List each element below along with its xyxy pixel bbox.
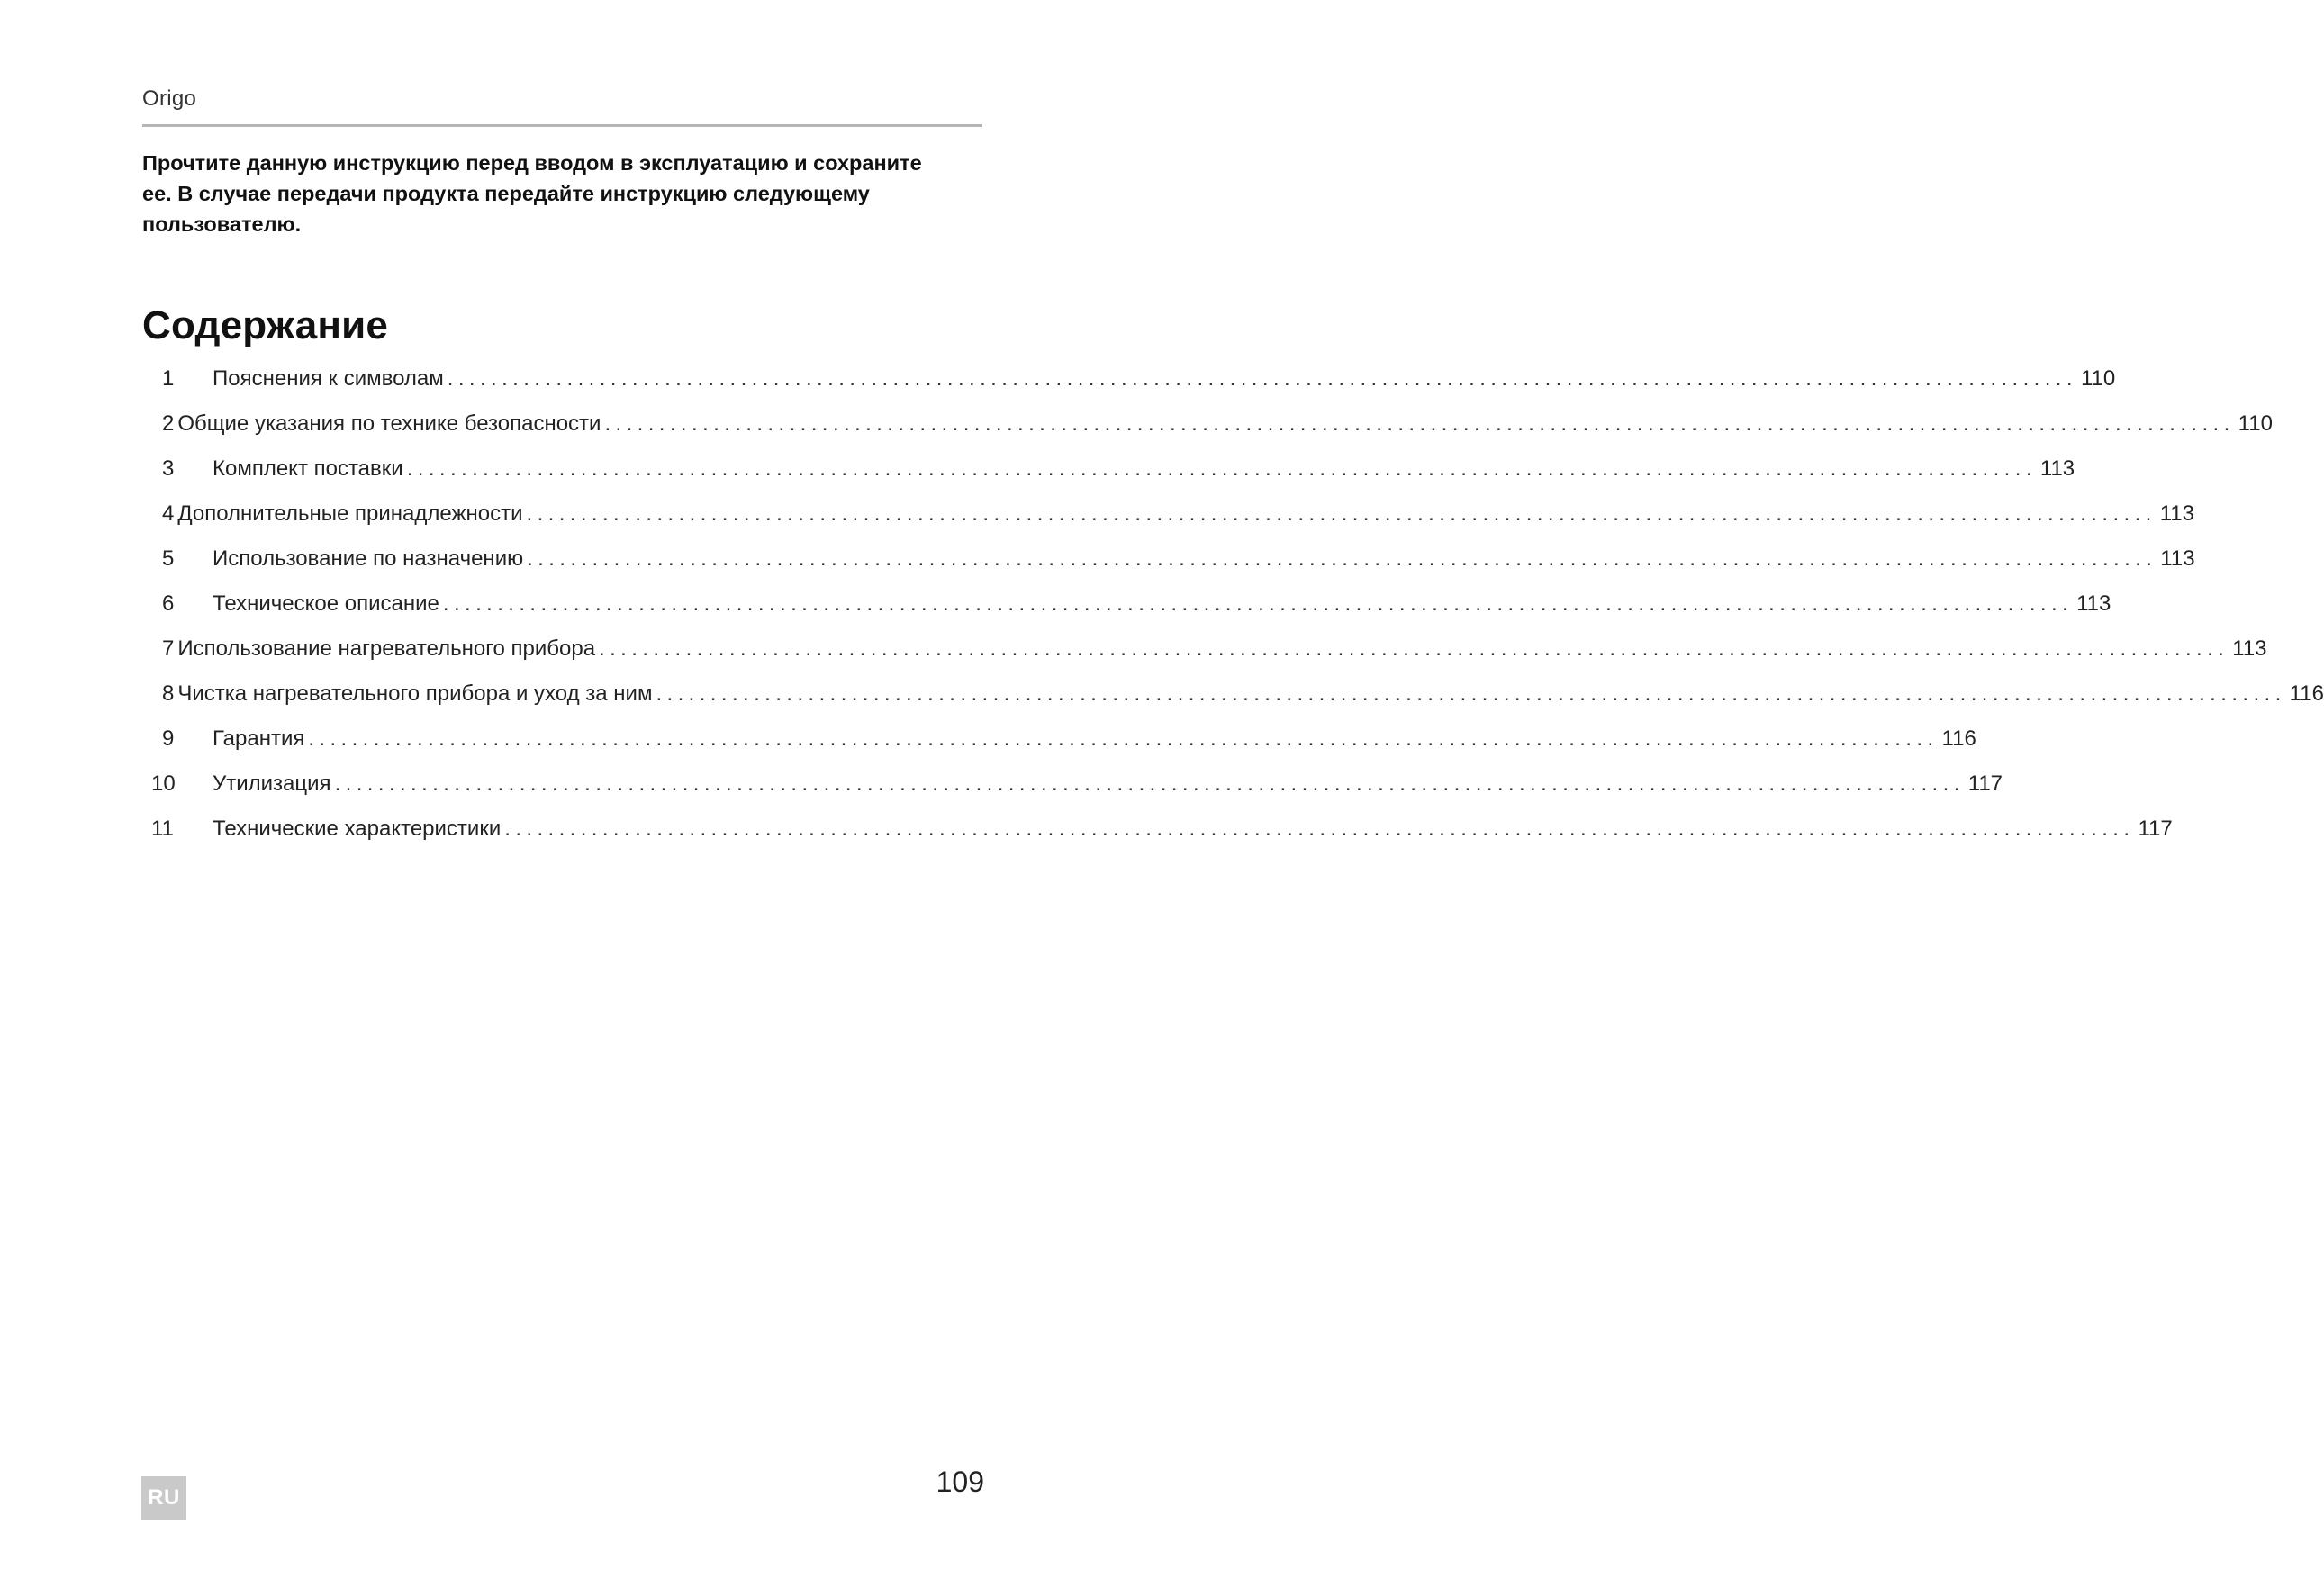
toc-entry-page: 113 <box>2039 456 2075 481</box>
toc-entry-page: 113 <box>2159 501 2194 526</box>
toc-entry[interactable] <box>142 590 2111 618</box>
toc-entry[interactable] <box>162 680 2324 708</box>
toc-entry[interactable] <box>142 815 2173 844</box>
toc-entry-number: 1 <box>162 366 175 391</box>
toc-entry-title: Дополнительные принадлежности <box>177 501 523 526</box>
toc-entry[interactable] <box>162 410 2273 438</box>
page-header <box>142 88 982 110</box>
toc-entry[interactable] <box>142 545 2195 573</box>
toc-entry[interactable] <box>142 365 2116 393</box>
toc-dot-leader: ...................................................................................................................................................... <box>334 771 1965 796</box>
toc-entry-title: Гарантия <box>213 726 305 751</box>
toc-entry-page: 110 <box>2238 411 2273 436</box>
toc-entry-page: 110 <box>2080 366 2116 391</box>
intro-notice: Прочтите данную инструкцию перед вводом в эксплуатацию и сохраните ее. В случае передачи продукта передайте инструкцию следующему пользователю. <box>142 151 922 236</box>
toc-dot-leader: ...................................................................................................................................................... <box>406 456 2037 481</box>
toc-entry-number: 5 <box>162 546 175 571</box>
toc-entry-title: Комплект поставки <box>213 456 403 481</box>
toc-entry-title: Использование нагревательного прибора <box>177 636 596 661</box>
toc-heading: Содержание <box>142 303 389 347</box>
brand-name: Origo <box>142 86 197 111</box>
toc-entry[interactable] <box>142 455 2075 483</box>
toc-dot-leader: ...................................................................................................................................................... <box>504 817 2135 841</box>
toc-dot-leader: ...................................................................................................................................................... <box>308 726 1939 751</box>
toc-entry-page: 113 <box>2076 591 2111 616</box>
toc-entry-title: Чистка нагревательного прибора и уход за ним <box>177 681 653 706</box>
language-badge: RU <box>141 1476 186 1520</box>
toc-entry-number: 6 <box>162 591 175 616</box>
toc-entry[interactable] <box>162 635 2267 663</box>
toc-dot-leader: ...................................................................................................................................................... <box>526 501 2157 526</box>
toc-entry-page: 116 <box>2289 681 2324 706</box>
toc-entry-number: 2 <box>162 411 175 436</box>
toc-dot-leader: ...................................................................................................................................................... <box>442 591 2074 616</box>
toc-entry-page: 113 <box>2160 546 2195 571</box>
toc-entry-page: 117 <box>2138 817 2173 841</box>
toc-entry-number: 4 <box>162 501 175 526</box>
toc-dot-leader: ...................................................................................................................................................... <box>604 411 2235 436</box>
toc-entry-number: 11 <box>151 817 174 841</box>
toc-entry-title: Техническое описание <box>213 591 439 616</box>
toc-entry-title: Пояснения к символам <box>213 366 444 391</box>
toc-entry-number: 3 <box>162 456 175 481</box>
toc-dot-leader: ...................................................................................................................................................... <box>447 366 2077 391</box>
toc-entry-number: 10 <box>151 771 176 796</box>
page-number: 109 <box>936 1466 984 1498</box>
toc-entry-title: Использование по назначению <box>213 546 524 571</box>
toc-entry-title: Общие указания по технике безопасности <box>177 411 601 436</box>
toc-entry-title: Технические характеристики <box>213 817 502 841</box>
toc-dot-leader: ...................................................................................................................................................... <box>527 546 2157 571</box>
toc-dot-leader: ...................................................................................................................................................... <box>656 681 2286 706</box>
toc-entry-number: 9 <box>162 726 175 751</box>
toc-entry-number: 8 <box>162 681 175 706</box>
toc-entry[interactable] <box>162 500 2194 528</box>
toc-entry-number: 7 <box>162 636 175 661</box>
toc-entry[interactable] <box>142 725 1976 753</box>
toc-dot-leader: ...................................................................................................................................................... <box>599 636 2229 661</box>
header-divider <box>142 124 982 127</box>
toc-entry-page: 117 <box>1967 771 2003 796</box>
toc-entry-page: 113 <box>2232 636 2267 661</box>
toc-entry-title: Утилизация <box>213 771 331 796</box>
toc-entry[interactable] <box>142 770 2003 799</box>
toc-entry-page: 116 <box>1941 726 1976 751</box>
